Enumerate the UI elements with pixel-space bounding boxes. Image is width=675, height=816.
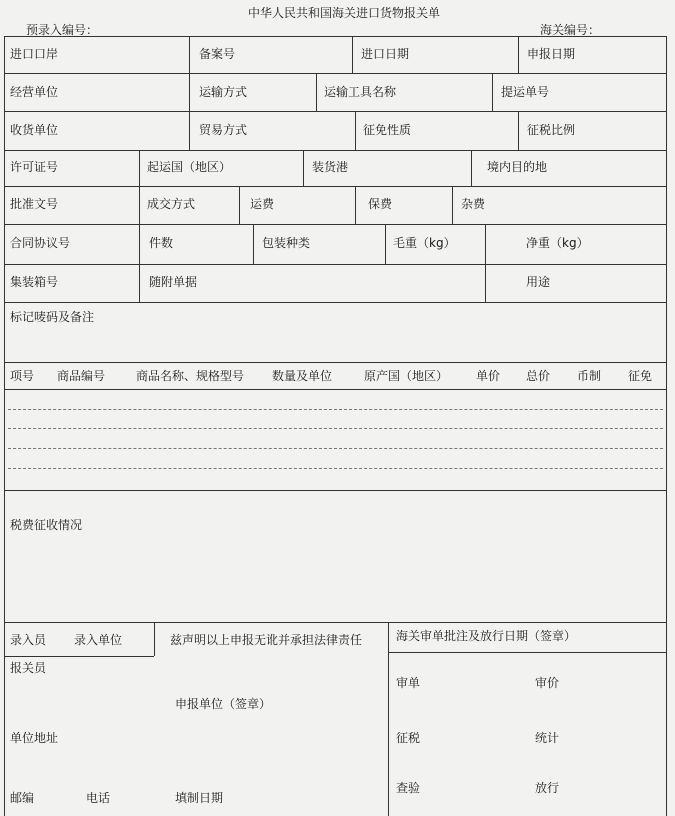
freight-label: 运费 xyxy=(250,197,275,211)
fill-date-label: 填制日期 xyxy=(175,791,224,805)
origin-header: 原产国（地区） xyxy=(364,369,449,383)
grid-line xyxy=(4,73,667,74)
declarant-label: 报关员 xyxy=(10,661,47,675)
approval-no-label: 批准文号 xyxy=(10,197,59,211)
grid-line xyxy=(189,36,190,111)
pieces-label: 件数 xyxy=(149,236,174,250)
exemption-header: 征免 xyxy=(628,369,653,383)
grid-line xyxy=(388,622,389,816)
contract-no-label: 合同协议号 xyxy=(10,236,71,250)
grid-line xyxy=(4,186,667,187)
form-title: 中华人民共和国海关进口货物报关单 xyxy=(248,6,441,20)
grid-line xyxy=(492,73,493,111)
gross-weight-label: 毛重（kg） xyxy=(393,236,456,250)
item-row-line xyxy=(8,448,663,449)
grid-line xyxy=(189,111,190,150)
pricing-label: 审价 xyxy=(535,676,560,690)
qty-unit-header: 数量及单位 xyxy=(272,369,333,383)
trade-mode-label: 贸易方式 xyxy=(199,123,248,137)
unit-address-label: 单位地址 xyxy=(10,731,59,745)
grid-line xyxy=(352,36,353,73)
grid-line xyxy=(388,652,667,653)
customs-no-label: 海关编号： xyxy=(540,23,601,37)
business-unit-label: 经营单位 xyxy=(10,85,59,99)
grid-line xyxy=(316,73,317,111)
grid-line xyxy=(485,224,486,264)
container-no-label: 集装箱号 xyxy=(10,275,59,289)
exemption-nature-label: 征免性质 xyxy=(363,123,412,137)
consignee-unit-label: 收货单位 xyxy=(10,123,59,137)
grid-line xyxy=(452,186,453,224)
entry-unit-label: 录入单位 xyxy=(74,633,123,647)
entry-clerk-label: 录入员 xyxy=(10,633,47,647)
phone-label: 电话 xyxy=(86,791,111,805)
currency-header: 币制 xyxy=(577,369,602,383)
grid-line xyxy=(518,36,519,73)
declare-unit-label: 申报单位（签章） xyxy=(175,697,272,711)
misc-fee-label: 杂费 xyxy=(461,197,486,211)
bill-no-label: 提运单号 xyxy=(501,85,550,99)
deal-mode-label: 成交方式 xyxy=(147,197,196,211)
documents-label: 随附单据 xyxy=(149,275,198,289)
import-date-label: 进口日期 xyxy=(361,47,410,61)
grid-line xyxy=(485,264,486,302)
grid-line xyxy=(253,224,254,264)
grid-line xyxy=(4,389,667,390)
insurance-label: 保费 xyxy=(368,197,393,211)
grid-line xyxy=(385,224,386,264)
grid-line xyxy=(303,150,304,186)
statistics-label: 统计 xyxy=(535,731,560,745)
domestic-dest-label: 境内目的地 xyxy=(487,160,548,174)
package-type-label: 包装种类 xyxy=(262,236,311,250)
inspection-label: 查验 xyxy=(396,781,421,795)
license-no-label: 许可证号 xyxy=(10,160,59,174)
unit-price-header: 单价 xyxy=(476,369,501,383)
goods-code-header: 商品编号 xyxy=(57,369,106,383)
tax-status-label: 税费征收情况 xyxy=(10,518,83,532)
item-no-header: 项号 xyxy=(10,369,35,383)
grid-line xyxy=(4,224,667,225)
grid-line xyxy=(154,622,155,656)
customs-approval-label: 海关审单批注及放行日期（签章） xyxy=(396,629,577,643)
grid-line xyxy=(471,150,472,186)
item-row-line xyxy=(8,468,663,469)
review-label: 审单 xyxy=(396,676,421,690)
grid-line xyxy=(4,150,667,151)
goods-name-header: 商品名称、规格型号 xyxy=(136,369,245,383)
net-weight-label: 净重（kg） xyxy=(526,236,589,250)
total-price-header: 总价 xyxy=(526,369,551,383)
declaration-form xyxy=(4,36,667,816)
tax-ratio-label: 征税比例 xyxy=(527,123,576,137)
declare-date-label: 申报日期 xyxy=(527,47,576,61)
import-port-label: 进口口岸 xyxy=(10,47,59,61)
item-row-line xyxy=(8,428,663,429)
grid-line xyxy=(518,111,519,150)
origin-country-label: 起运国（地区） xyxy=(147,160,232,174)
taxation-label: 征税 xyxy=(396,731,421,745)
postcode-label: 邮编 xyxy=(10,791,35,805)
grid-line xyxy=(4,264,667,265)
grid-line xyxy=(4,656,154,657)
usage-label: 用途 xyxy=(526,275,551,289)
grid-line xyxy=(4,111,667,112)
item-row-line xyxy=(8,409,663,410)
grid-line xyxy=(4,362,667,363)
grid-line xyxy=(4,490,667,491)
grid-line xyxy=(355,111,356,150)
grid-line xyxy=(139,150,140,302)
transport-mode-label: 运输方式 xyxy=(199,85,248,99)
grid-line xyxy=(4,622,667,623)
release-label: 放行 xyxy=(535,781,560,795)
grid-line xyxy=(4,302,667,303)
statement-text: 兹声明以上申报无讹并承担法律责任 xyxy=(170,633,363,647)
transport-name-label: 运输工具名称 xyxy=(324,85,397,99)
marks-label: 标记唛码及备注 xyxy=(10,310,95,324)
pre-entry-no-label: 预录入编号： xyxy=(26,23,99,37)
record-no-label: 备案号 xyxy=(199,47,236,61)
grid-line xyxy=(355,186,356,224)
loading-port-label: 装货港 xyxy=(312,160,349,174)
grid-line xyxy=(239,186,240,224)
